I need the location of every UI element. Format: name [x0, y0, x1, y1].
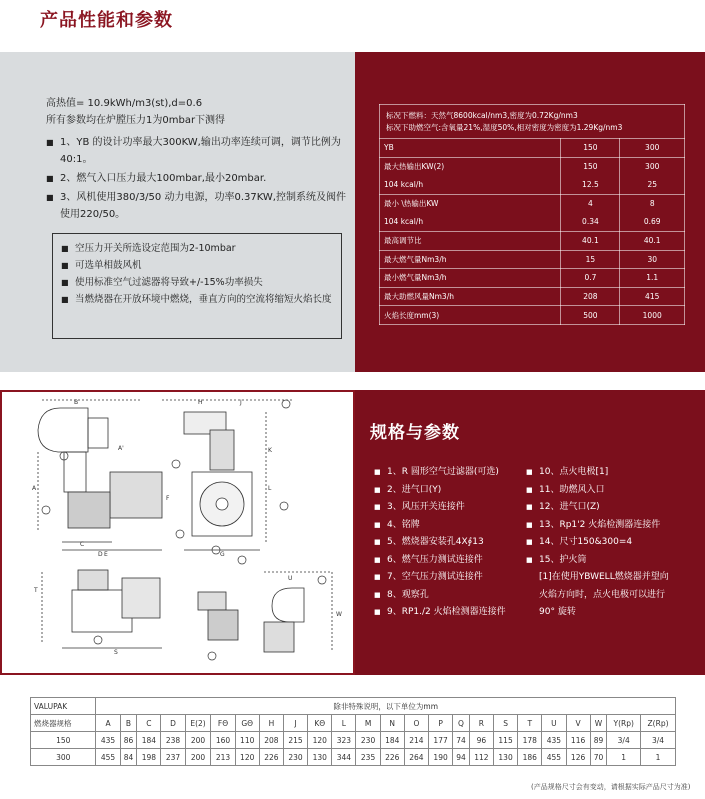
dimension-value-cell: 120	[235, 749, 259, 766]
dimension-value-cell: 190	[429, 749, 453, 766]
dimension-header-cell: R	[469, 715, 493, 732]
table-row	[380, 250, 685, 269]
row-label: 最大燃气量Nm3/h	[380, 250, 561, 269]
dimension-value-cell: 86	[120, 732, 137, 749]
dimension-value-cell: 238	[161, 732, 185, 749]
table-row	[31, 732, 676, 749]
dimension-value-cell: 235	[356, 749, 380, 766]
cell-150: 150	[561, 157, 620, 176]
row-label: 104 kcal/h	[380, 176, 561, 195]
parts-list-right	[526, 464, 696, 622]
dimension-value-cell: 200	[185, 749, 211, 766]
dimension-value-cell: 214	[404, 732, 428, 749]
dimension-header-cell: GΘ	[235, 715, 259, 732]
dimension-value-cell: 208	[259, 732, 283, 749]
dimension-value-cell: 230	[356, 732, 380, 749]
dimension-value-cell: 74	[453, 732, 470, 749]
option-item: ■ 空压力开关所选设定范围为2-10mbar	[61, 240, 333, 257]
dimension-value-cell: 200	[185, 732, 211, 749]
dimension-header-cell: Y(Rp)	[607, 715, 641, 732]
part-item: ■ 5、燃烧器安装孔4X∮13	[374, 534, 534, 552]
part-item: ■ 2、进气口(Y)	[374, 482, 534, 500]
dimension-value-cell: 215	[283, 732, 307, 749]
dim-label-e: E	[104, 551, 108, 558]
cell-150: 150	[561, 139, 620, 158]
part-note: 90° 旋转	[539, 607, 576, 617]
dim-label-h: H	[198, 399, 203, 406]
dimension-value-cell: 184	[380, 732, 404, 749]
row-label: 104 kcal/h	[380, 213, 561, 232]
model-label-cell: 燃烧器规格	[31, 715, 96, 732]
dimension-header-cell: C	[137, 715, 161, 732]
cell-300: 1.1	[620, 269, 685, 288]
dimension-value-cell: 213	[211, 749, 235, 766]
dimension-header-cell: E(2)	[185, 715, 211, 732]
part-item: ■ 1、R 圆形空气过滤器(可选)	[374, 464, 534, 482]
brand-cell: VALUPAK	[31, 698, 96, 715]
dimension-header-cell: W	[590, 715, 607, 732]
dim-label-a-prime: A'	[118, 445, 124, 452]
dimension-header-cell: H	[259, 715, 283, 732]
cell-300: 300	[620, 139, 685, 158]
dimension-value-cell: 94	[453, 749, 470, 766]
page-title: 产品性能和参数	[40, 10, 173, 31]
dimension-header-cell: KΘ	[308, 715, 332, 732]
dimension-value-cell: 89	[590, 732, 607, 749]
row-label: 最大热输出KW(2)	[380, 157, 561, 176]
dim-label-d: D	[98, 551, 103, 558]
dimension-header-cell: D	[161, 715, 185, 732]
dimension-value-cell: 115	[493, 732, 517, 749]
table-row	[380, 213, 685, 232]
dimension-value-cell: 3/4	[607, 732, 641, 749]
dimension-header-cell: M	[356, 715, 380, 732]
dim-label-t: T	[34, 587, 38, 594]
dimension-value-cell: 160	[211, 732, 235, 749]
part-item: ■ 12、进气口(Z)	[526, 499, 696, 517]
dimension-table	[30, 697, 676, 766]
part-item: ■ 15、护火筒	[526, 552, 696, 570]
cell-150: 15	[561, 250, 620, 269]
dimension-header-cell: P	[429, 715, 453, 732]
row-label: 最大助燃风量Nm3/h	[380, 287, 561, 306]
dimension-value-cell: 264	[404, 749, 428, 766]
dimension-value-cell: 84	[120, 749, 137, 766]
model-cell: 300	[31, 749, 96, 766]
dim-label-k: K	[268, 447, 272, 454]
part-item: ■ 8、观察孔	[374, 587, 534, 605]
dim-label-j: J	[240, 399, 242, 406]
dimension-header-cell: A	[96, 715, 120, 732]
row-label: YB	[380, 139, 561, 158]
dimension-value-cell: 435	[96, 732, 120, 749]
feature-item: ■ 2、燃气入口压力最大100mbar,最小20mbar.	[46, 170, 346, 187]
cell-150: 500	[561, 306, 620, 325]
cell-300: 8	[620, 194, 685, 213]
dimension-header-cell: Z(Rp)	[641, 715, 676, 732]
dimension-value-cell: 226	[380, 749, 404, 766]
cell-300: 300	[620, 157, 685, 176]
dimension-header-cell: Q	[453, 715, 470, 732]
fuel-condition: 标况下燃料：天然气8600kcal/nm3,密度为0.72Kg/nm3	[386, 110, 578, 120]
dimension-value-cell: 120	[308, 732, 332, 749]
parts-list-left	[374, 464, 534, 622]
part-item: ■ 13、Rp1'2 火焰检测器连接件	[526, 517, 696, 535]
dimension-header-cell: V	[566, 715, 590, 732]
burner-technical-drawing	[2, 392, 353, 673]
options-box	[52, 233, 342, 339]
table-row	[380, 194, 685, 213]
part-item: ■ 10、点火电极[1]	[526, 464, 696, 482]
cell-300: 30	[620, 250, 685, 269]
dimension-value-cell: 184	[137, 732, 161, 749]
dim-label-l: L	[268, 485, 272, 492]
spec-lines	[46, 95, 225, 129]
dimension-value-cell: 1	[641, 749, 676, 766]
unit-note-cell: 除非特殊说明，以下单位为mm	[96, 698, 676, 715]
dimension-value-cell: 126	[566, 749, 590, 766]
performance-table	[379, 104, 685, 325]
model-cell: 150	[31, 732, 96, 749]
dim-label-a: A	[32, 485, 37, 492]
dim-label-s: S	[114, 649, 118, 656]
row-label: 最高调节比	[380, 231, 561, 250]
part-item: ■ 7、空气压力测试连接件	[374, 569, 534, 587]
dimension-value-cell: 186	[518, 749, 542, 766]
table-row	[380, 176, 685, 195]
footnote: (产品规格尺寸会有变动，请根据实际产品尺寸为准)	[531, 783, 691, 791]
option-item: ■ 当燃烧器在开放环境中燃烧，垂直方向的空流将缩短火焰长度	[61, 291, 333, 308]
table-row	[380, 306, 685, 325]
part-note: [1]在使用YBWELL燃烧器并望向	[539, 572, 669, 582]
dimension-value-cell: 455	[96, 749, 120, 766]
blower-housing-shape	[38, 408, 88, 452]
bottom-blower-shape	[272, 588, 304, 622]
fan-column-shape	[210, 430, 234, 470]
dimension-value-cell: 130	[493, 749, 517, 766]
dim-label-f: F	[166, 495, 170, 502]
dimension-value-cell: 110	[235, 732, 259, 749]
cell-150: 0.7	[561, 269, 620, 288]
air-condition: 标况下助燃空气:含氧量21%,湿度50%,相对密度为密度为1.29Kg/nm3	[386, 122, 623, 132]
spec-line-heat-value: 高热值= 10.9kWh/m3(st),d=0.6	[46, 98, 203, 109]
performance-table-head	[380, 105, 685, 139]
gas-train-shape	[68, 492, 110, 528]
feature-item: ■ 1、YB 的设计功率最大300KW,输出功率连续可调，调节比例为40:1。	[46, 134, 346, 168]
dimension-header-cell: FΘ	[211, 715, 235, 732]
dimension-header-cell: N	[380, 715, 404, 732]
dimension-value-cell: 3/4	[641, 732, 676, 749]
dimension-value-cell: 116	[566, 732, 590, 749]
dimension-value-cell: 130	[308, 749, 332, 766]
dim-label-u: U	[288, 575, 293, 582]
dimension-value-cell: 455	[542, 749, 566, 766]
dimension-header-cell: B	[120, 715, 137, 732]
dim-label-g: G	[220, 551, 225, 558]
dimension-header-cell: J	[283, 715, 307, 732]
feature-list	[46, 134, 346, 225]
part-note: 火焰方向时，点火电极可以进行	[539, 589, 666, 600]
performance-table-conditions	[380, 105, 685, 139]
cell-300: 25	[620, 176, 685, 195]
cell-150: 12.5	[561, 176, 620, 195]
dimension-value-cell: 178	[518, 732, 542, 749]
dimension-value-cell: 70	[590, 749, 607, 766]
cell-300: 415	[620, 287, 685, 306]
dimension-value-cell: 96	[469, 732, 493, 749]
dimension-value-cell: 226	[259, 749, 283, 766]
cell-300: 0.69	[620, 213, 685, 232]
table-row	[31, 749, 676, 766]
dimension-value-cell: 112	[469, 749, 493, 766]
cell-300: 40.1	[620, 231, 685, 250]
row-label: 最小燃气量Nm3/h	[380, 269, 561, 288]
dimension-value-cell: 230	[283, 749, 307, 766]
spec-line-pressure: 所有参数均在炉膛压力1为0mbar下测得	[46, 115, 226, 126]
dimension-header-cell: O	[404, 715, 428, 732]
dimension-value-cell: 1	[607, 749, 641, 766]
row-label: 最小 \热输出KW	[380, 194, 561, 213]
dim-label-c: C	[80, 541, 85, 548]
dimension-table-header	[31, 715, 676, 732]
bottom-gas-train-shape	[208, 610, 238, 640]
spec-section-title: 规格与参数	[370, 423, 460, 443]
dimension-value-cell: 177	[429, 732, 453, 749]
table-row	[380, 269, 685, 288]
dimension-header-cell: L	[332, 715, 356, 732]
table-row	[380, 157, 685, 176]
table-row	[380, 231, 685, 250]
cell-150: 4	[561, 194, 620, 213]
part-item: ■ 6、燃气压力测试连接件	[374, 552, 534, 570]
dimension-value-cell: 237	[161, 749, 185, 766]
option-item: ■ 使用标准空气过滤器将导致+/-15%功率损失	[61, 274, 333, 291]
dimension-value-cell: 323	[332, 732, 356, 749]
dimension-header-cell: U	[542, 715, 566, 732]
feature-item: ■ 3、风机使用380/3/50 动力电源，功率0.37KW,控制系统及阀件使用220/50。	[46, 189, 346, 223]
row-label: 火焰长度mm(3)	[380, 306, 561, 325]
part-item: ■ 11、助燃风入口	[526, 482, 696, 500]
part-item: ■ 3、风压开关连接件	[374, 499, 534, 517]
cell-300: 1000	[620, 306, 685, 325]
cell-150: 0.34	[561, 213, 620, 232]
dim-label-b: B	[74, 399, 79, 406]
part-item: ■ 14、尺寸150&300=4	[526, 534, 696, 552]
dimension-value-cell: 435	[542, 732, 566, 749]
dimension-value-cell: 344	[332, 749, 356, 766]
dimension-header-cell: T	[518, 715, 542, 732]
dimension-table-brand-row	[31, 698, 676, 715]
dimension-value-cell: 198	[137, 749, 161, 766]
motor-shape	[88, 418, 108, 448]
part-item: ■ 4、铭牌	[374, 517, 534, 535]
part-item: ■ 9、RP1./2 火焰检测器连接件	[374, 604, 534, 622]
dim-label-w: W	[336, 611, 342, 618]
dimension-header-cell: S	[493, 715, 517, 732]
combustion-tube-shape	[110, 472, 162, 518]
cell-150: 40.1	[561, 231, 620, 250]
table-row	[380, 287, 685, 306]
table-row	[380, 139, 685, 158]
option-item: ■ 可选单相鼓风机	[61, 257, 333, 274]
cell-150: 208	[561, 287, 620, 306]
